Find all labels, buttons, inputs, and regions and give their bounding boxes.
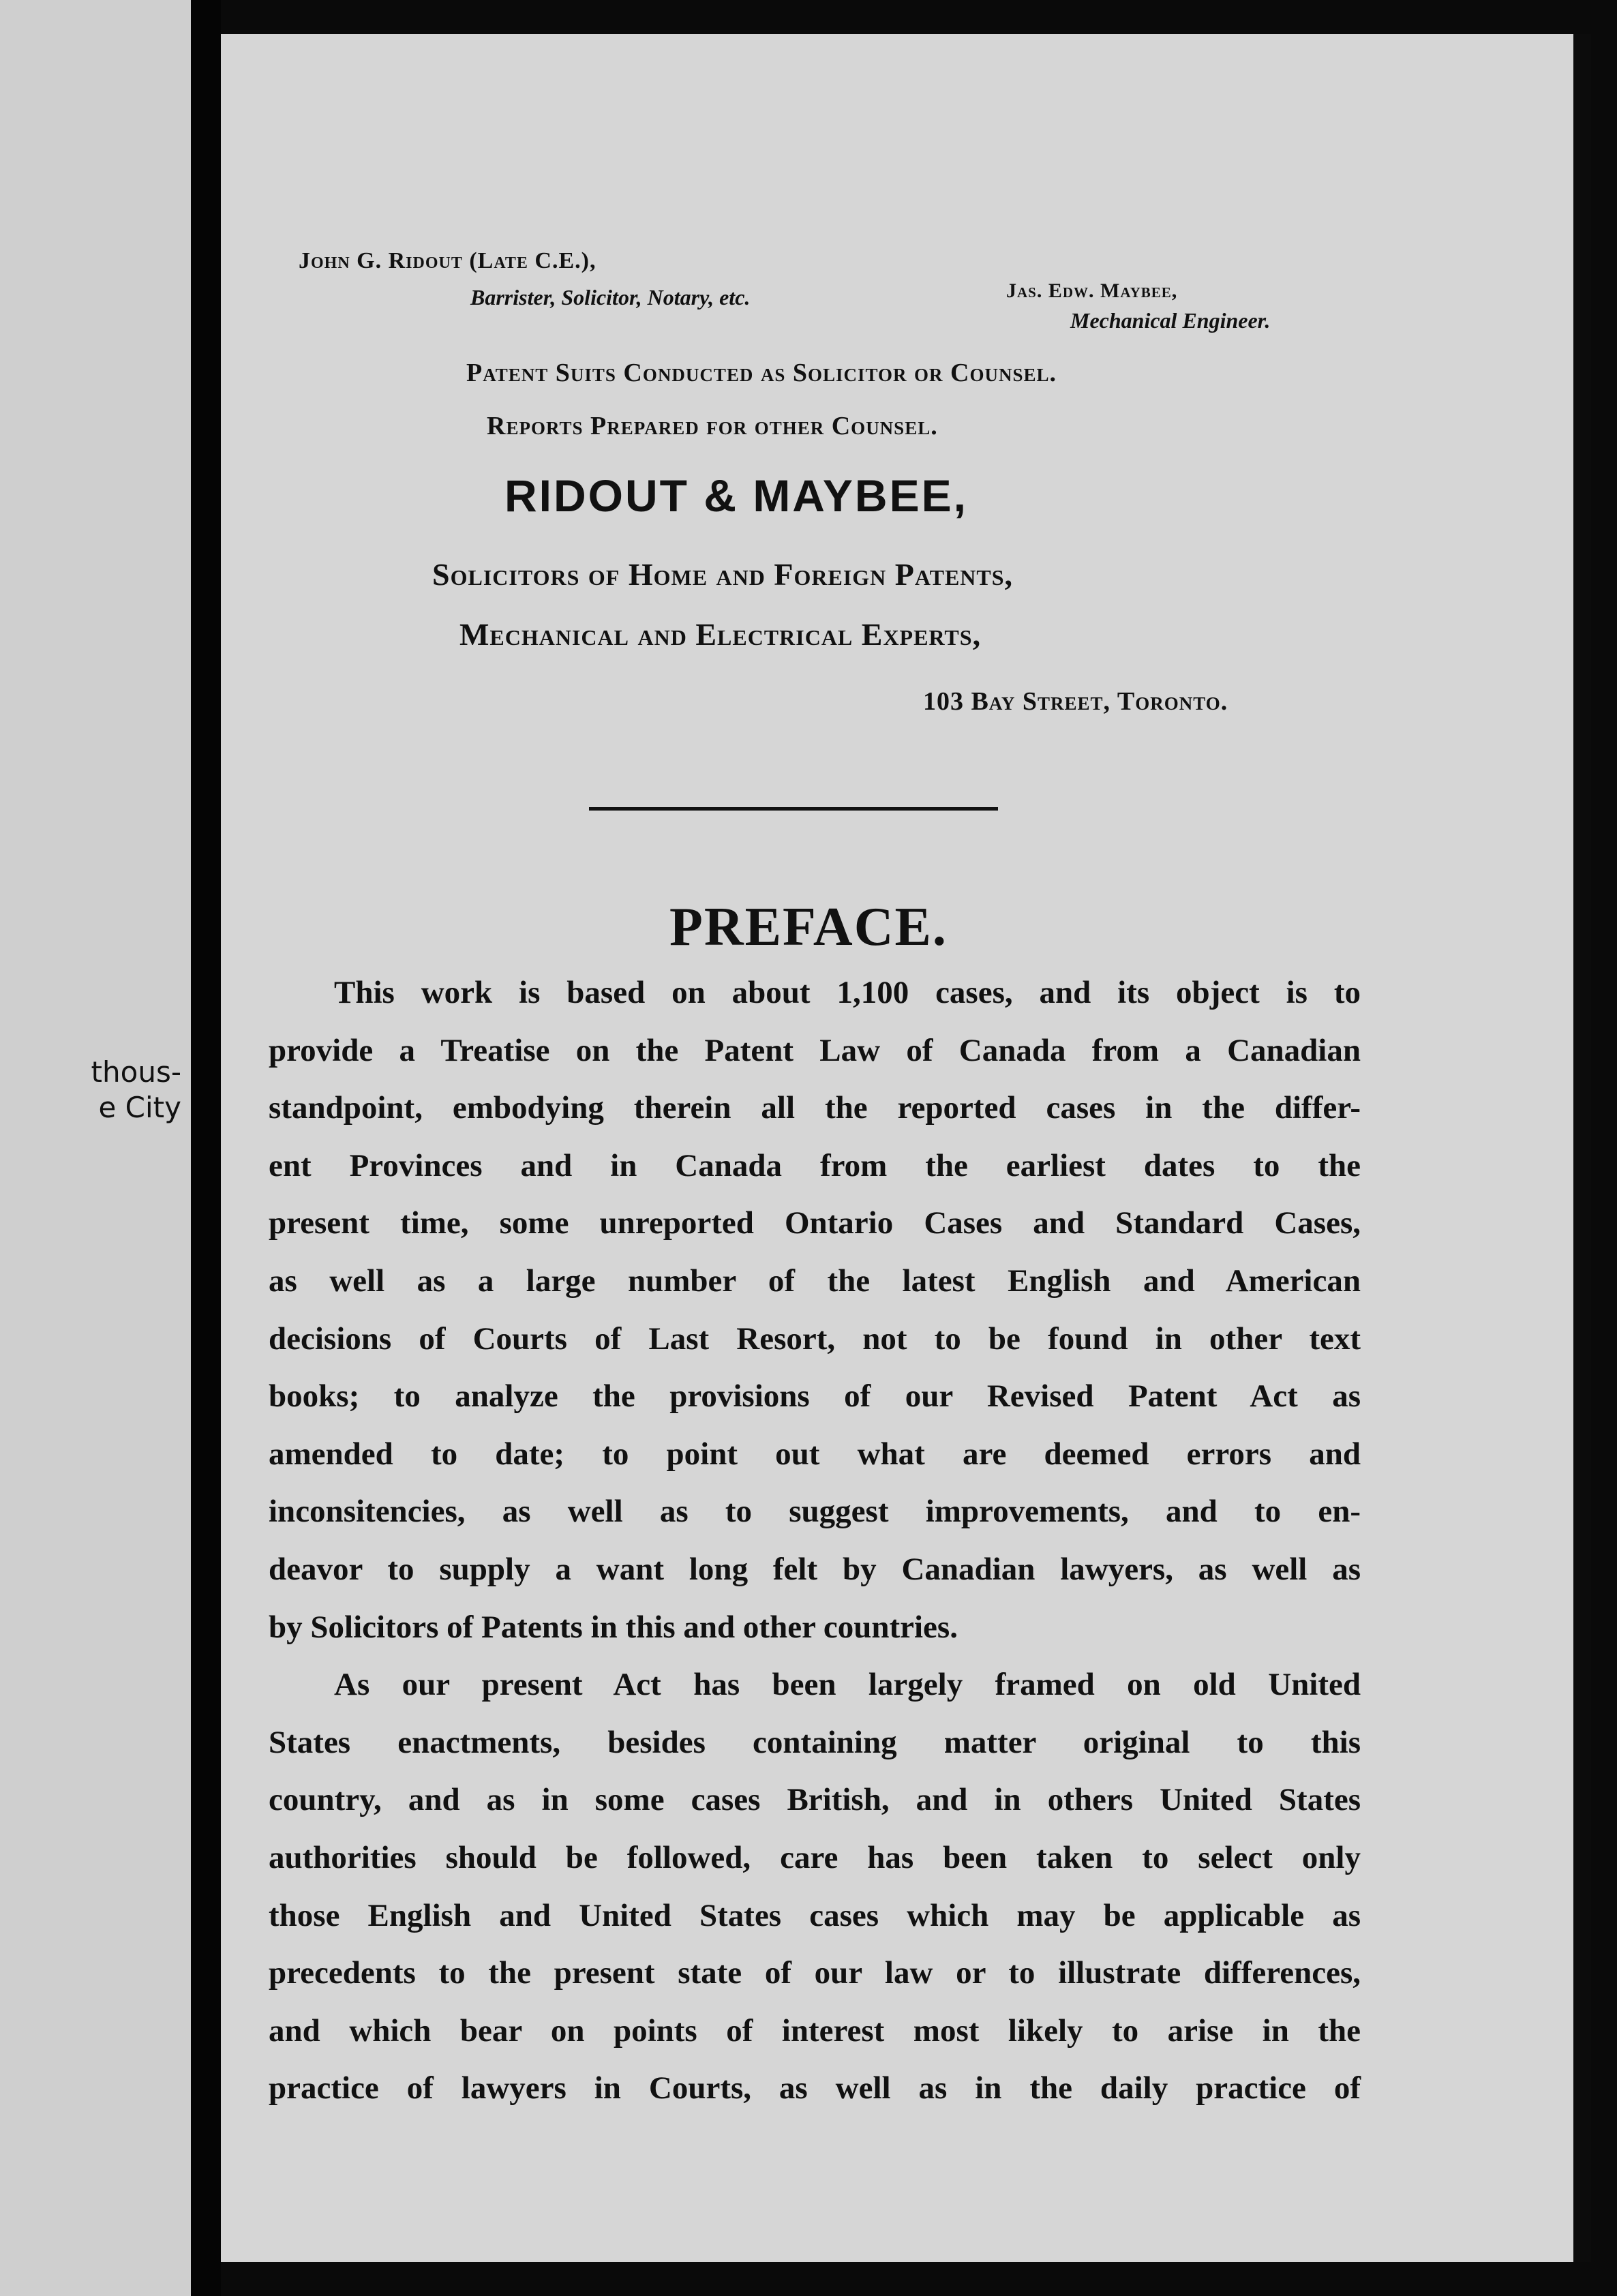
partner-right-role: Mechanical Engineer. (1070, 308, 1271, 333)
notice-line: Patent Suits Conducted as Solicitor or Counsel. (466, 359, 1057, 387)
page-edge (1573, 34, 1591, 2262)
text-line: ent Provinces and in Canada from the earliest dates to the (269, 1147, 1361, 1183)
text-line: As our present Act has been largely framed on old United (334, 1667, 1361, 1703)
preface-heading: PREFACE. (669, 897, 948, 957)
text-line: standpoint, embodying therein all the reported cases in the differ- (269, 1090, 1361, 1126)
partner-right-name: Jas. Edw. Maybee, (1006, 280, 1178, 302)
book-gutter (191, 0, 221, 2296)
text-line: as well as a large number of the latest English and American (269, 1263, 1361, 1299)
text-line: country, and as in some cases British, and in others United States (269, 1782, 1361, 1818)
text-line: decisions of Courts of Last Resort, not to be found in other text (269, 1320, 1361, 1357)
facing-page-fragment: e City (98, 1091, 181, 1124)
text-line: provide a Treatise on the Patent Law of Canada from a Canadian (269, 1032, 1361, 1068)
text-line: precedents to the present state of our law or to illustrate differences, (269, 1955, 1361, 1991)
text-line: This work is based on about 1,100 cases, and its object is to (334, 975, 1361, 1010)
text-line: practice of lawyers in Courts, as well as in the daily practice of (269, 2070, 1361, 2106)
book-page (221, 34, 1591, 2262)
firm-description: Solicitors of Home and Foreign Patents, (432, 557, 1014, 592)
partner-left-name: John G. Ridout (Late C.E.), (299, 248, 596, 273)
text-line: amended to date; to point out what are deemed errors and (269, 1436, 1361, 1472)
text-line: present time, some unreported Ontario Cases and Standard Cases, (269, 1205, 1361, 1241)
firm-description: Mechanical and Electrical Experts, (459, 617, 982, 652)
facing-page (0, 0, 191, 2296)
partner-left-role: Barrister, Solicitor, Notary, etc. (470, 285, 751, 309)
firm-address: 103 Bay Street, Toronto. (923, 687, 1228, 716)
notice-line: Reports Prepared for other Counsel. (487, 412, 938, 440)
text-line: and which bear on points of interest most likely to arise in the (269, 2012, 1361, 2049)
text-line: inconsitencies, as well as to suggest improvements, and to en- (269, 1494, 1361, 1530)
text-line: States enactments, besides containing matter original to this (269, 1724, 1361, 1760)
text-line: deavor to supply a want long felt by Canadian lawyers, as well as (269, 1551, 1361, 1587)
divider-rule (589, 807, 998, 811)
text-line: by Solicitors of Patents in this and other countries. (269, 1609, 958, 1645)
text-line: those English and United States cases which may be applicable as (269, 1897, 1361, 1933)
firm-name: RIDOUT & MAYBEE, (504, 470, 968, 521)
preface-body (269, 964, 1361, 2117)
text-line: books; to analyze the provisions of our Revised Patent Act as (269, 1378, 1361, 1415)
facing-page-fragment: thous- (91, 1055, 181, 1089)
text-line: authorities should be followed, care has been taken to select only (269, 1839, 1361, 1875)
